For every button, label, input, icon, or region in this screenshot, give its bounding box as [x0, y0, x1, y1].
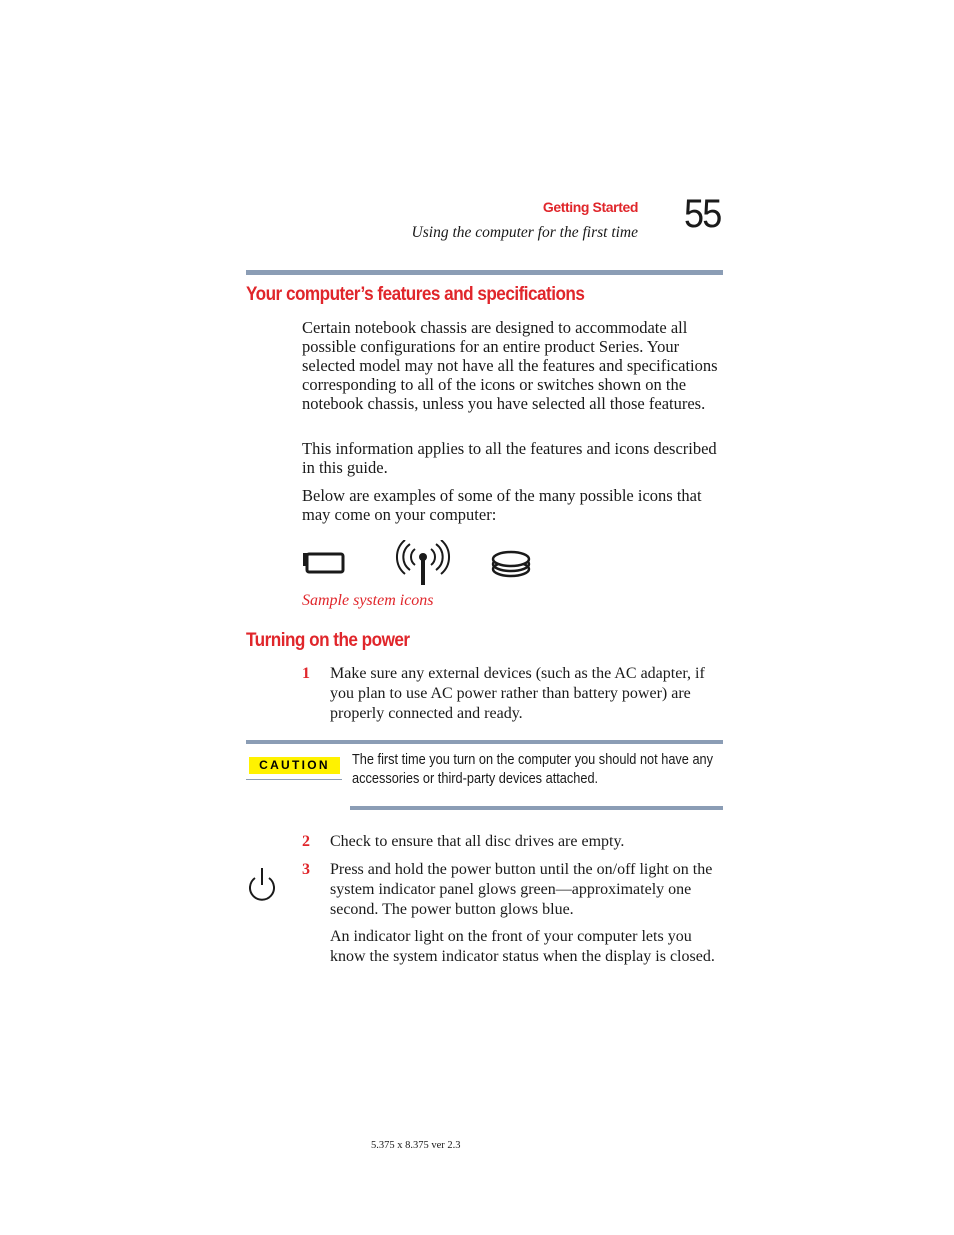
running-header-subsection: Using the computer for the first time: [411, 224, 638, 241]
step-text-1: Make sure any external devices (such as the AC adapter, if you plan to use AC power rather than battery power) are properly connected and ready.: [330, 665, 705, 722]
section-rule: [246, 270, 723, 275]
page-footer: 5.375 x 8.375 ver 2.3: [371, 1140, 461, 1151]
sample-icons-row: [302, 540, 542, 590]
step-number-2: 2: [302, 833, 310, 850]
caution-bottom-rule: [350, 806, 723, 810]
caution-badge: CAUTION: [249, 757, 340, 774]
page-number: 55: [684, 192, 721, 236]
caution-top-rule: [246, 740, 723, 744]
step-text-2: Check to ensure that all disc drives are empty.: [330, 833, 625, 850]
caution-text: The first time you turn on the computer you should not have any accessories or third-party devices attached.: [352, 752, 714, 787]
step-text-3: Press and hold the power button until the on/off light on the system indicator panel glows green—approximately one second. The power button glows blue.: [330, 861, 713, 918]
paragraph-examples: Below are examples of some of the many possible icons that may come on your computer:: [302, 486, 702, 524]
disk-drive-icon: [493, 552, 529, 576]
step-number-3: 3: [302, 861, 310, 878]
running-header-section: Getting Started: [542, 199, 638, 215]
paragraph-applies: This information applies to all the features and icons described in this guide.: [302, 439, 717, 477]
indicator-note: An indicator light on the front of your computer lets you know the system indicator status when the display is closed.: [330, 928, 715, 965]
step-number-1: 1: [302, 665, 310, 682]
power-icon: [248, 867, 278, 903]
battery-icon: [303, 553, 343, 572]
caution-badge-underline: [246, 779, 342, 780]
figure-caption: Sample system icons: [302, 592, 434, 609]
paragraph-chassis: Certain notebook chassis are designed to accommodate all possible configurations for an entire product Series. Your selected model may not have all the features and specifications corresponding to all of the icons or switches shown on the notebook chassis, unless you have selected all those features.: [302, 318, 718, 413]
section-title-features: Your computer’s features and specifications: [246, 283, 585, 305]
section-title-power: Turning on the power: [246, 629, 410, 651]
wireless-antenna-icon: [397, 540, 449, 585]
